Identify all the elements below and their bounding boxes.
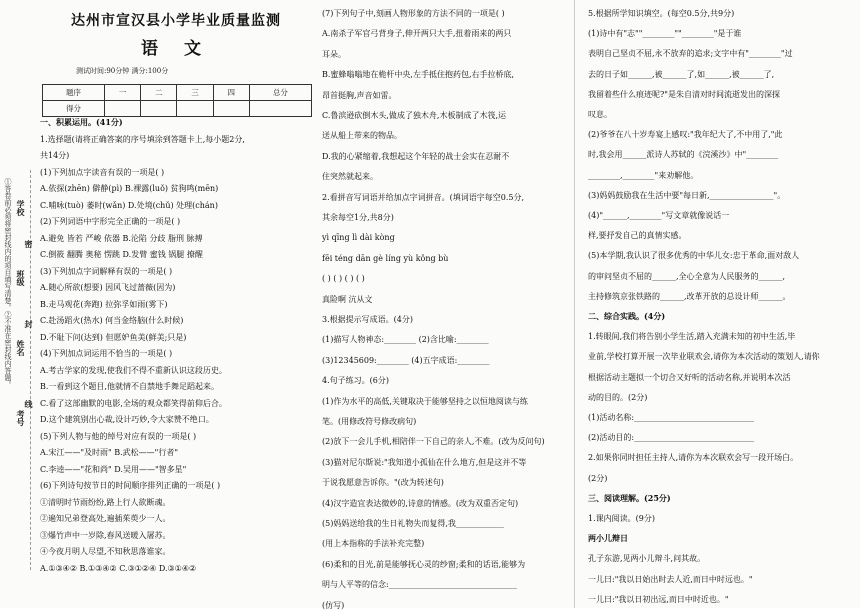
middle-line: 耳朵。 [322,49,346,59]
middle-line: 4.句子练习。(6分) [322,376,389,386]
middle-line: (1)描写人物神态:________ (2)含比喻:________ [322,335,489,345]
middle-line: (2)放下一会儿手机,相陪伴一下自己的亲人,不难。(改为反问句) [322,437,545,447]
right-column [584,0,854,608]
right-line: (4)"______,________"写文章就像说话一 [588,211,730,220]
middle-line: (3)猫对尼尔斯说:"我知道小孤仙在什么地方,但是这并不等 [322,457,527,467]
middle-line: 住突然就起来。 [322,172,378,182]
right-line: 三、阅读理解。(25分) [588,492,671,503]
left-line: ①清明时节雨纷纷,路上行人欲断魂。 [40,497,171,507]
column-divider [574,0,575,608]
score-cell: 得分 [43,101,105,117]
score-cell: 四 [213,85,249,101]
score-cell [249,101,311,117]
right-line: (2分) [588,473,608,483]
right-line: 一儿曰:"我以日始出时去人近,而日中时远也。" [588,574,753,584]
right-line: (1)诗中有"志""________""________"是于谁 [588,29,742,39]
right-line: 我留着些什么痕迹呢?"是朱自清对时间流逝发出的深探 [588,89,780,99]
middle-line: (5)妈妈送给我的生日礼物失而复得,我____________ [322,519,504,528]
left-line: 一、积累运用。(41分) [40,117,123,127]
middle-line: C.鲁滨逊砍倒木头,做成了独木舟,木板制成了木筏,运 [322,111,507,120]
left-column [36,0,316,608]
left-line: C.哺咏(tuò) 萎时(wǎn) D.处境(chǔ) 处理(chán) [40,200,218,210]
middle-column [318,0,580,608]
score-row-values [43,101,312,117]
score-cell: 总分 [249,85,311,101]
binding-label-class: 班级 [16,270,26,286]
left-line: C.倒筱 翻腾 奥秘 愣跳 D.发臂 蜜钱 锅腿 撩醒 [40,250,203,259]
right-line: (5)本学期,我认识了很多优秀的中华儿女:忠于革命,面对敌人 [588,251,800,261]
left-line: (6)下列诗句按节日的时间顺序排列正确的一项是( ) [40,481,221,490]
right-line: 动的目的。(2分) [588,392,648,402]
binding-margin [0,170,34,570]
binding-xian: 线 [24,400,34,408]
left-line: (4)下列加点词运用不恰当的一项是( ) [40,349,173,358]
score-cell: 一 [105,85,141,101]
right-line: 根据活动主题拟一个切合又好听的活动名称,并说明本次活 [588,372,791,382]
binding-mi: 密 [24,240,34,248]
right-line: 去的日子如______,被______了,如______,被______了, [588,69,775,79]
score-row-head [43,85,312,101]
binding-label-name: 姓名 [16,340,26,356]
left-line: D.不耻下问(达到) 但愿妒鱼美(鲜美;只是) [40,332,187,342]
left-line: (3)下列加点字词解释有误的一项是( ) [40,266,173,276]
right-line: 二、综合实践。(4分) [588,311,666,321]
middle-line: 3.根据提示写成语。(4分) [322,315,413,324]
middle-line: 真险啊 沆从文 [322,294,373,304]
right-line: (3)妈妈鼓励我在生活中要"每日新,________________"。 [588,190,786,200]
middle-line: (6)柔和的目光,前是能够抚心灵的纱窗;柔和的话语,能够为 [322,559,526,569]
left-line: A.①③④② B.①③④② C.③①②④ D.③①④② [40,563,197,573]
binding-feng: 封 [24,320,34,328]
score-table [42,84,312,117]
left-line: C.赴汤蹈火(热水) 何当金络脑(什么时候) [40,316,184,325]
middle-line: (7)下列句子中,刻画人物形象的方法不同的一项是( ) [322,9,505,18]
right-line: 两小儿辩日 [588,533,628,544]
left-line: ④今夜月明人尽望,不知秋思落谁家。 [40,547,171,556]
middle-line: (1)作为水平的高低,关键取决于能够坚持之以恒地阅读与练 [322,396,528,406]
left-line: 1.选择题(请将正确答案的序号填涂到答题卡上,每小题2分, [40,134,245,144]
middle-line: 笔。(用修改符号修改病句) [322,417,417,426]
right-line: 业前,学校打算开展一次毕业联欢会,请你为本次活动的策划人,请你 [588,352,820,362]
middle-line: ( ) ( ) ( ) ( ) [322,274,365,284]
middle-line: D.我的心紧缩着,我想起这个年轻的战士会实在忍耐不 [322,151,510,161]
middle-line: 明与人平等的信念:________________________________ [322,580,517,590]
right-line: 的审问坚贞不屈的______,全心全意为人民服务的______, [588,271,786,281]
right-line: (2)爷爷在八十岁寿宴上感叹:"我年纪大了,不中用了,"此 [588,130,783,140]
left-line: A.宋江——"及时雨" B.武松——"行者" [40,448,179,457]
middle-line: 2.看拼音写词语并给加点字词拼音。(填词语字每空0.5分, [322,192,525,202]
left-line: (2)下列词语中字形完全正确的一项是( ) [40,217,181,226]
left-line: ②遍知兄弟登高处,遍插茱萸少一人。 [40,514,171,523]
left-line: (1)下列加点字读音有误的一项是( ) [40,167,165,177]
left-line: B.一看到这个题目,他就情不自禁地手舞足蹈起来。 [40,382,219,391]
middle-line: 昂首挺胸,声音如雷。 [322,90,397,100]
right-line: 样,要抒发自己的真情实感。 [588,231,687,241]
middle-line: 于说我愿意告诉你。"(改为转述句) [322,478,444,488]
binding-label-school: 学校 [16,200,26,216]
middle-line: (4)汉字造宜表达微妙的,诗意的情感。(改为双重否定句) [322,498,519,508]
binding-label-number: 考号 [16,410,26,426]
binding-note: ①答卷前必须将密封线内的项目填写清楚。②不准在密封线内答题。 [4,178,12,388]
score-cell [141,101,177,117]
middle-line: (仿写) [322,600,345,610]
right-line: 2.如果你同时担任主持人,请你为本次联欢会写一段开场白。 [588,453,799,463]
middle-line: (用上本指称的手法补充完整) [322,539,425,549]
left-line: (5)下列人物与他的绰号对应有误的一项是( ) [40,431,197,441]
right-line: 5.根据所学知识填空。(每空0.5分,共9分) [588,9,735,18]
middle-line: 送从船上带来的物品。 [322,131,402,141]
left-line: C.看了这部幽默的电影,全场的观众都笑得前仰后合。 [40,398,227,408]
middle-line: fēi téng dān gè líng yù kǒng bù [322,253,449,263]
left-line: D.这个建筑别出心裁,设计巧妙,令大家赞不绝口。 [40,415,214,424]
right-line: 表明自己坚贞不屈,永不放弃的追求;文字中有"________"过 [588,49,793,59]
left-line: A.考古学家的发现,使我们不得不重新认识这段历史。 [40,365,227,375]
right-line: 叹息。 [588,110,612,119]
right-line: (2)活动目的:______________________________ [588,433,755,443]
score-cell: 题序 [43,85,105,101]
right-line: 1.转眼间,我们将告别小学生活,踏入充满未知的初中生活,毕 [588,332,796,342]
middle-line: A.南杀子军官弓背身子,伸开两只大手,扭着雨来的两只 [322,29,512,39]
middle-line: 其余每空1分,共8分) [322,213,394,222]
exam-meta: 测试时间:90分钟 满分:100分 [76,67,169,75]
left-line: B.走马观花(奔跑) 拉弥孚如雨(雾下) [40,299,168,309]
score-cell [213,101,249,117]
exam-title: 达州市宣汉县小学毕业质量监测 [71,13,281,29]
left-line: A.随心所欲(想要) 因风飞过蔷薇(因为) [40,283,176,292]
left-line: C.李逵——"花和尚" D.吴用——"智多星" [40,464,187,474]
score-cell: 三 [177,85,213,101]
middle-line: B.蜜蜂嗡嗡地在桅杆中央,左手抵住抱药包,右手拉桥底, [322,70,515,80]
middle-line: (3)12345609:________ (4)五字成语:________ [322,355,490,365]
score-cell [177,101,213,117]
right-line: 一儿曰:"我以日初出远,而日中时近也。" [588,594,729,604]
right-line: 时,我会用______派诗人苏轼的《浣溪沙》中"________ [588,150,779,160]
right-line: 1.课内阅读。(9分) [588,514,655,523]
middle-line: yì qīng lì dài kòng [322,233,395,243]
right-line: ________,________"来劝解他。 [588,170,699,180]
left-line: 共14分) [40,151,70,160]
right-line: 孔子东游,见两小儿辩斗,问其故。 [588,554,706,564]
left-line: A.避免 皆若 严峻 依器 B.沦陷 分歧 脂刑 脉搏 [40,233,203,243]
right-line: (1)活动名称:______________________________ [588,413,755,422]
score-cell: 二 [141,85,177,101]
left-line: A.依探(zhēn) 僻静(pì) B.裸露(luǒ) 贫狗鸣(mēn) [40,184,219,193]
right-line: 主持修筑京张铁路的______,改革开放的总设计师______。 [588,291,791,301]
score-cell [105,101,141,117]
left-line: ③爆竹声中一岁除,春风送暖入屠苏。 [40,530,171,540]
exam-subject: 语 文 [141,39,211,59]
